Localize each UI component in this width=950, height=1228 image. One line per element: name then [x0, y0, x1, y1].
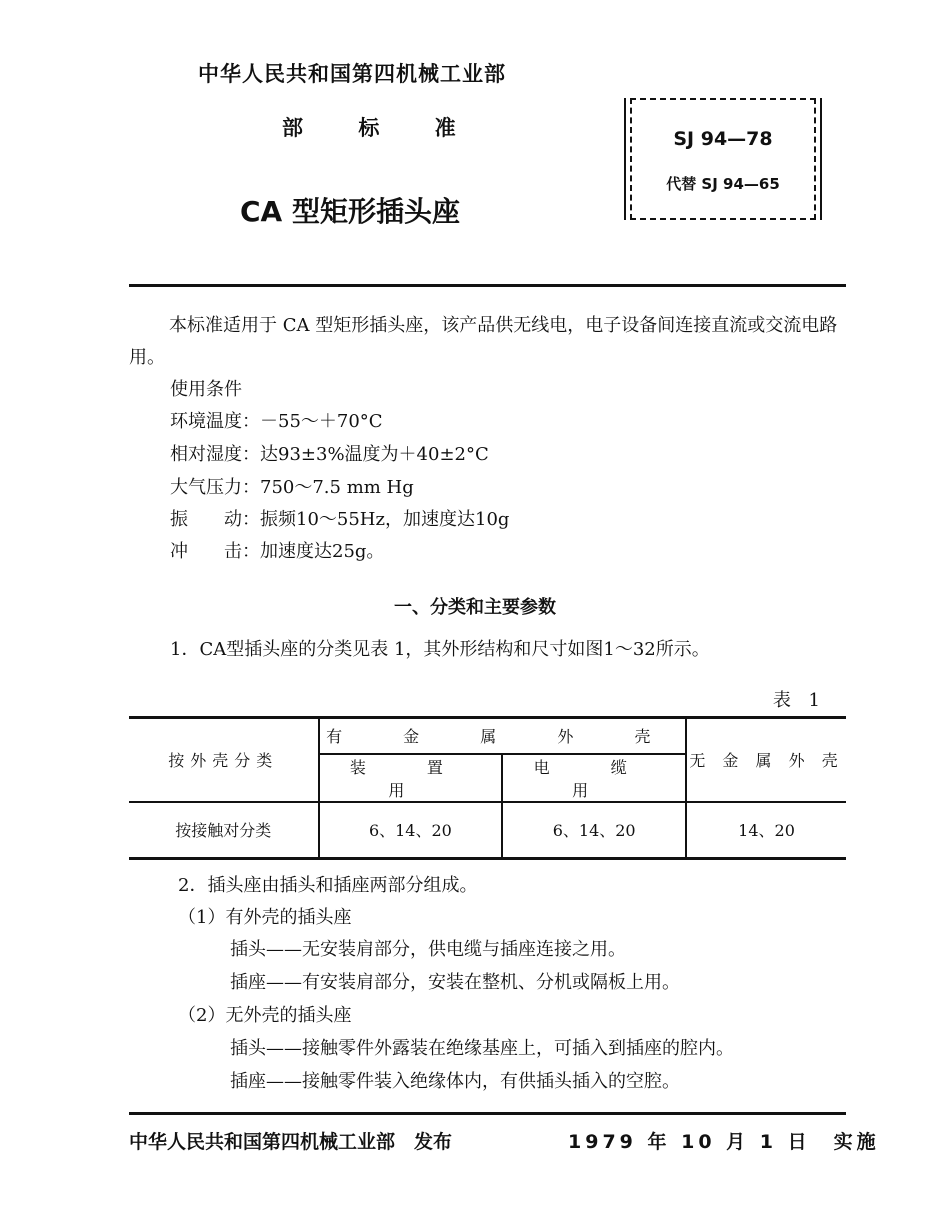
item-2-sub2-title: （2）无外壳的插头座: [178, 1005, 352, 1026]
header-divider: [129, 284, 846, 287]
condition-pressure: 大气压力：750～7.5 mm Hg: [170, 477, 414, 498]
standard-code: SJ 94—78: [673, 128, 773, 150]
condition-temperature: 环境温度：－55～＋70°C: [170, 411, 383, 432]
table-cell-no-metal: 14、20: [686, 802, 846, 859]
standard-type-char: 标: [358, 116, 380, 140]
table-sub-cable: 电 缆 用: [502, 754, 686, 802]
table-group-metal: 有 金 属 外 壳: [319, 718, 687, 754]
item-2: 2．插头座由插头和插座两部分组成。: [178, 875, 478, 896]
item-2-sub2-line: 插座——接触零件装入绝缘体内，有供插头插入的空腔。: [230, 1071, 680, 1092]
conditions-title: 使用条件: [170, 379, 242, 400]
standard-type-char: 部: [282, 116, 303, 140]
replaces-code: 代替 SJ 94—65: [666, 175, 780, 193]
table-group-no-metal: 无 金 属 外 壳: [686, 718, 846, 802]
item-2-sub2-line: 插头——接触零件外露装在绝缘基座上，可插入到插座的腔内。: [230, 1038, 734, 1059]
condition-shock: 冲 击：加速度达25g。: [170, 541, 385, 562]
table-sub-device: 装 置 用: [319, 754, 503, 802]
table-cell-device: 6、14、20: [319, 802, 503, 859]
standard-type: [282, 112, 504, 142]
item-2-sub1-title: （1）有外壳的插头座: [178, 907, 352, 928]
table-row-header-contacts: 按接触对分类: [129, 802, 319, 859]
item-1: 1．CA型插头座的分类见表 1，其外形结构和尺寸如图1～32所示。: [170, 639, 710, 660]
footer-effective-date: 1979 年 10 月 1 日 实施: [568, 1131, 880, 1153]
classification-table: [129, 716, 846, 860]
item-2-sub1-line: 插座——有安装肩部分，安装在整机、分机或隔板上用。: [230, 972, 680, 993]
footer-publisher: 中华人民共和国第四机械工业部 发布: [129, 1131, 453, 1153]
standard-type-char: 准: [434, 116, 456, 140]
table-cell-cable: 6、14、20: [502, 802, 686, 859]
document-title: CA 型矩形插头座: [240, 195, 460, 228]
item-2-sub1-line: 插头——无安装肩部分，供电缆与插座连接之用。: [230, 939, 626, 960]
standard-code-box: [630, 98, 816, 220]
ministry-name: 中华人民共和国第四机械工业部: [198, 62, 506, 86]
intro-paragraph: 本标准适用于 CA 型矩形插头座，该产品供无线电，电子设备间连接直流或交流电路用。: [129, 315, 838, 368]
table-caption: 表 1: [772, 690, 826, 711]
table-row-header-shell: 按外壳分类: [129, 718, 319, 802]
footer-divider: [129, 1112, 846, 1115]
condition-vibration: 振 动：振频10～55Hz，加速度达10g: [170, 509, 510, 530]
section-heading: 一、分类和主要参数: [394, 597, 556, 618]
condition-humidity: 相对湿度：达93±3%温度为＋40±2°C: [170, 444, 489, 465]
